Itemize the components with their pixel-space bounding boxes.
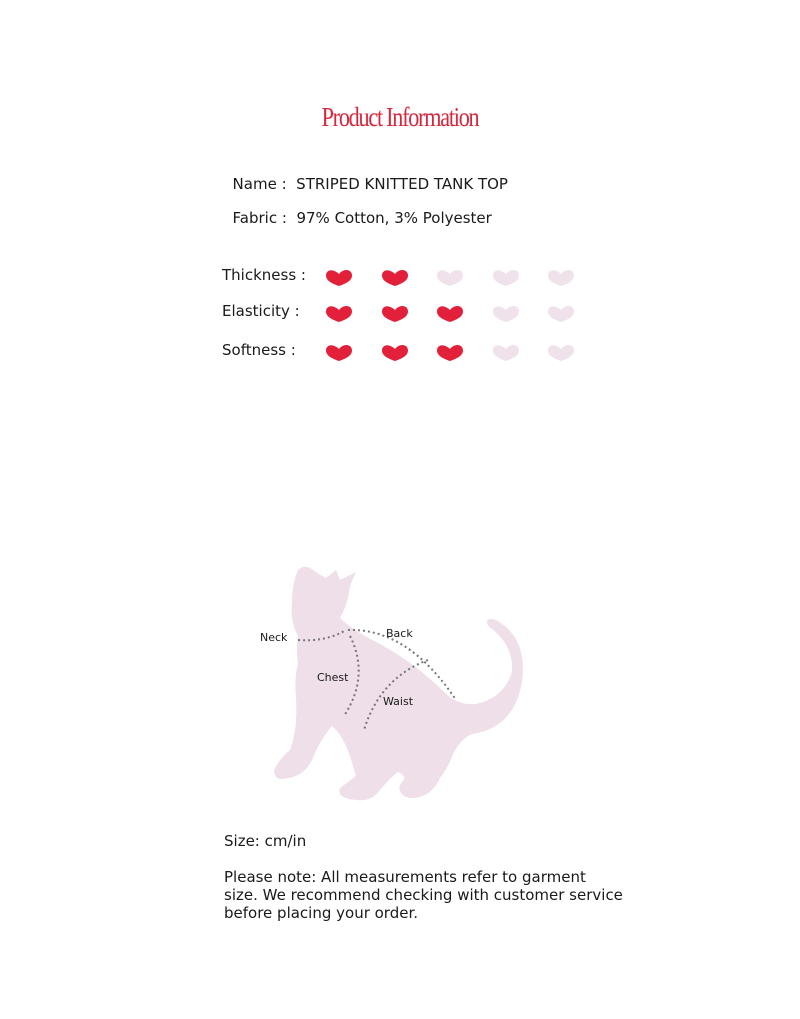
product-fabric-line bbox=[223, 191, 492, 227]
heart-icon bbox=[381, 305, 409, 323]
fabric-label: Fabric : bbox=[232, 209, 287, 227]
heart-icon bbox=[492, 305, 520, 323]
rating-hearts bbox=[325, 344, 685, 364]
name-value: STRIPED KNITTED TANK TOP bbox=[296, 175, 508, 193]
fabric-value: 97% Cotton, 3% Polyester bbox=[296, 209, 492, 227]
heart-icon bbox=[547, 269, 575, 287]
neck-label: Neck bbox=[260, 631, 288, 644]
heart-icon bbox=[492, 344, 520, 362]
heart-icon bbox=[325, 305, 353, 323]
name-label: Name : bbox=[232, 175, 287, 193]
waist-label: Waist bbox=[383, 695, 414, 708]
rating-label: Elasticity : bbox=[222, 302, 300, 320]
rating-hearts bbox=[325, 269, 685, 289]
rating-hearts bbox=[325, 305, 685, 325]
heart-icon bbox=[547, 305, 575, 323]
cat-silhouette bbox=[274, 567, 523, 801]
rating-label: Thickness : bbox=[222, 266, 306, 284]
heart-icon bbox=[325, 269, 353, 287]
chest-label: Chest bbox=[317, 671, 349, 684]
back-label: Back bbox=[386, 627, 413, 640]
size-unit-text: Size: cm/in bbox=[224, 832, 307, 850]
heart-icon bbox=[325, 344, 353, 362]
heart-icon bbox=[381, 344, 409, 362]
heart-icon bbox=[436, 305, 464, 323]
heart-icon bbox=[547, 344, 575, 362]
rating-label: Softness : bbox=[222, 341, 296, 359]
page-title: Product Information bbox=[321, 102, 479, 132]
heart-icon bbox=[381, 269, 409, 287]
heart-icon bbox=[436, 269, 464, 287]
heart-icon bbox=[492, 269, 520, 287]
product-name-line bbox=[223, 157, 508, 193]
heart-icon bbox=[436, 344, 464, 362]
cat-silhouette-icon bbox=[240, 560, 540, 810]
measurement-note: Please note: All measurements refer to garment size. We recommend checking with customer service before placing your order. bbox=[224, 868, 623, 922]
cat-measurement-diagram bbox=[240, 560, 540, 810]
